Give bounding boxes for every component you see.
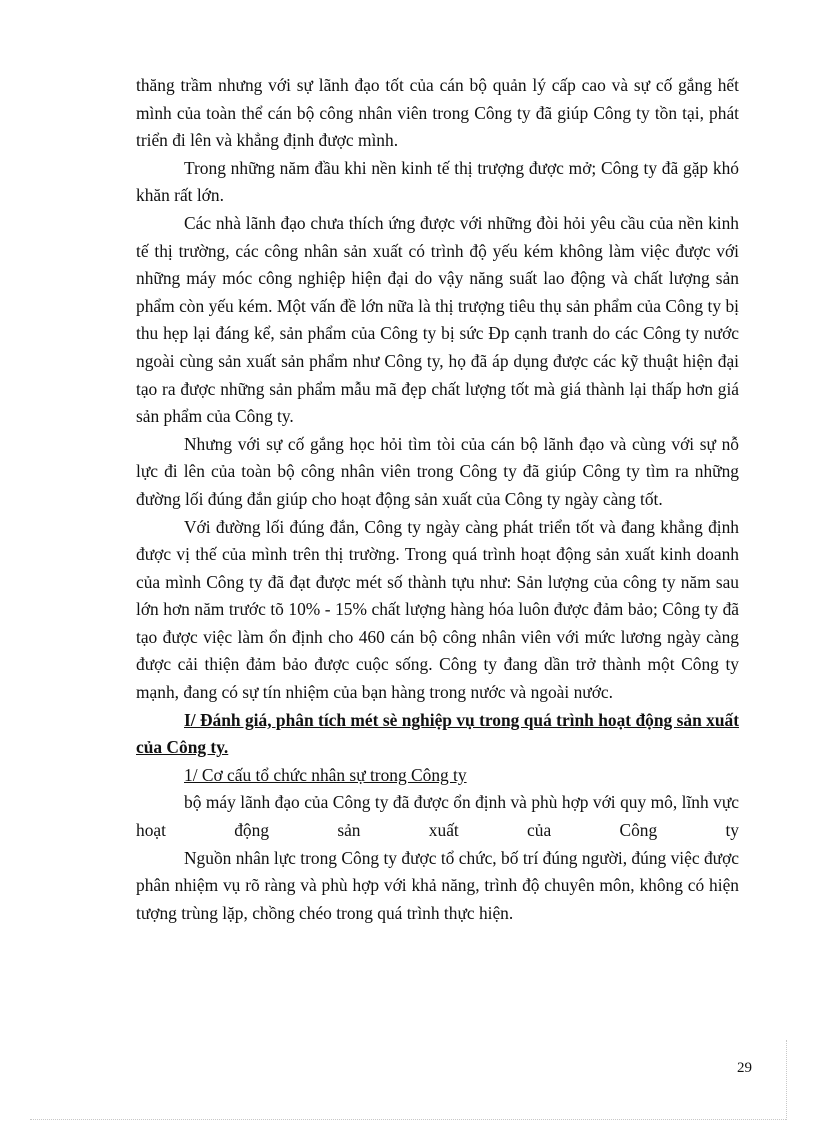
paragraph-4: Nhưng với sự cố gắng học hỏi tìm tòi của cán bộ lãnh đạo và cùng với sự nỗ lực đi lên của toàn bộ công nhân viên trong Công ty đã giúp Công ty tìm ra những đường lối đúng đắn giúp cho hoạt động sản xuất của Công ty ngày càng tốt. [136, 433, 739, 509]
sub-paragraph-2: Nguồn nhân lực trong Công ty được tổ chức, bố trí đúng người, đúng việc được phân nhiệm vụ rõ ràng và phù hợp với khả năng, trình độ chuyên môn, không có hiện tượng trùng lặp, chồng chéo trong quá trình thực hiện. [136, 847, 739, 923]
side-divider [786, 1040, 787, 1120]
footer-divider [30, 1119, 786, 1120]
sub-paragraph-1: bộ máy lãnh đạo của Công ty đã được ổn định và phù hợp với quy mô, lĩnh vực hoạt động sản xuất của Công ty [136, 792, 739, 841]
section-heading: I/ Đánh giá, phân tích mét sè nghiệp vụ trong quá trình hoạt động sản xuất của Công ty. [136, 709, 739, 758]
paragraph-1: thăng trầm nhưng với sự lãnh đạo tốt của cán bộ quản lý cấp cao và sự cố gắng hết mình của toàn thể cán bộ công nhân viên trong Công ty đã giúp Công ty tồn tại, phát triển đi lên và khẳng định được mình. [136, 75, 739, 151]
page-number: 29 [737, 1060, 752, 1076]
paragraph-3: Các nhà lãnh đạo chưa thích ứng được với những đòi hỏi yêu cầu của nền kinh tế thị trường, các công nhân sản xuất có trình độ yếu kém không làm việc được với những máy móc công nghiệp hiện đại do vậy năng suất lao động và chất lượng sản phẩm còn yếu kém. Một vấn đề lớn nữa là thị trượng tiêu thụ sản phẩm của Công ty bị thu hẹp lại đáng kể, sản phẩm của Công ty bị sức Đp cạnh tranh do các Công ty nước ngoài cùng sản xuất sản phẩm như Công ty, họ đã áp dụng được các kỹ thuật hiện đại tạo ra được những sản phẩm mẫu mã đẹp chất lượng tốt mà giá thành lại thấp hơn giá sản phẩm của Công ty. [136, 212, 739, 427]
paragraph-2: Trong những năm đầu khi nền kinh tế thị trượng được mở; Công ty đã gặp khó khăn rất lớn. [136, 157, 739, 206]
paragraph-5: Với đường lối đúng đắn, Công ty ngày càng phát triển tốt và đang khẳng định được vị thế của mình trên thị trường. Trong quá trình hoạt động sản xuất kinh doanh của mình Công ty đã đạt được mét số thành tựu như: Sản lượng của công ty năm sau lớn hơn năm trước tõ 10% - 15% chất lượng hàng hóa luôn được đảm bảo; Công ty đã tạo được việc làm ổn định cho 460 cán bộ công nhân viên với mức lương ngày càng được cải thiện đảm bảo được cuộc sống. Công ty đang dần trở thành một Công ty mạnh, đang có sự tín nhiệm của bạn hàng trong nước và ngoài nước. [136, 516, 739, 703]
document-body [136, 72, 739, 927]
subsection-heading: 1/ Cơ cấu tổ chức nhân sự trong Công ty [184, 764, 467, 785]
